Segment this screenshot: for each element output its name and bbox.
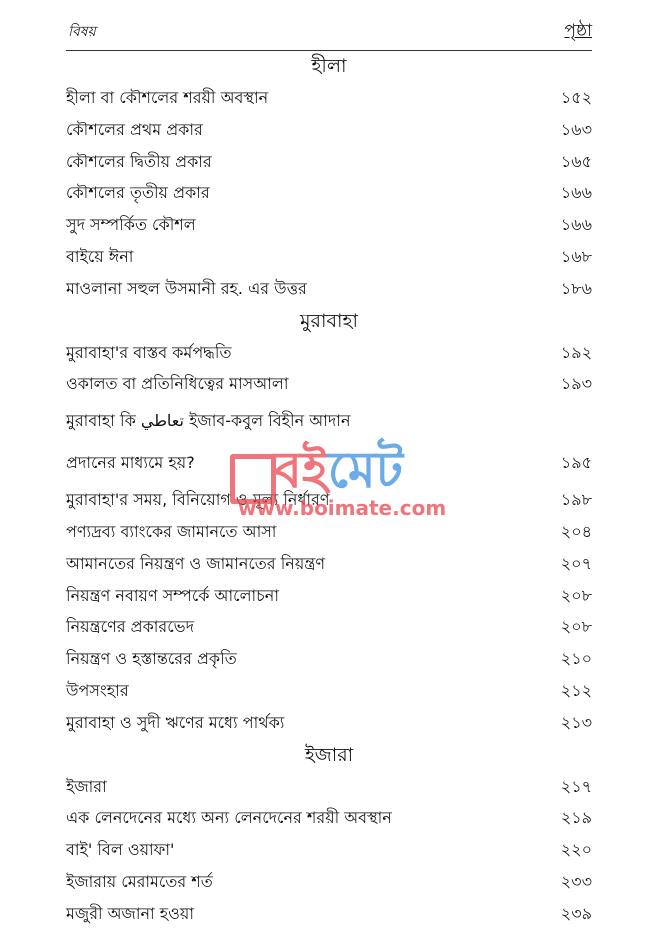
toc-entry[interactable] — [66, 368, 592, 400]
entry-title: মুরাবাহা'র সময়, বিনিয়োগ ও মূল্য নির্ধারণ — [66, 490, 330, 510]
toc-entry[interactable] — [66, 771, 592, 803]
toc-entry[interactable] — [66, 484, 592, 516]
entry-page-number: ২৩৯ — [560, 903, 592, 923]
subject-column-label: বিষয় — [68, 24, 96, 40]
watermark-part-b: মেট — [327, 441, 403, 499]
toc-entry[interactable] — [66, 802, 592, 834]
entry-page-number: ২০৪ — [560, 521, 592, 541]
entry-title: বাই' বিল ওয়াফা' — [66, 840, 175, 860]
section-heading: ইজারা — [304, 743, 354, 766]
entry-title: উপসংহার — [66, 680, 129, 700]
toc-entry[interactable] — [66, 866, 592, 898]
entry-title: আমানতের নিয়ন্ত্রণ ও জামানতের নিয়ন্ত্রণ — [66, 553, 326, 573]
entry-title: নিয়ন্ত্রণ ও হস্তান্তরের প্রকৃতি — [66, 649, 237, 669]
entry-title: সুদ সম্পর্কিত কৌশল — [66, 215, 196, 235]
toc-entry[interactable] — [66, 898, 592, 930]
entry-page-number: ১৬৬ — [560, 215, 592, 235]
toc-header — [66, 18, 592, 51]
entry-title: নিয়ন্ত্রণ নবায়ণ সম্পর্কে আলোচনা — [66, 585, 280, 605]
entry-page-number: ১৯২ — [560, 342, 592, 362]
entry-title: কৌশলের তৃতীয় প্রকার — [66, 183, 210, 203]
entry-title: কৌশলের দ্বিতীয় প্রকার — [66, 151, 212, 171]
entry-page-number: ১৯৮ — [560, 490, 592, 510]
entry-title: ওকালত বা প্রতিনিধিত্বের মাসআলা — [66, 374, 289, 394]
entry-page-number: ১৬৬ — [560, 183, 592, 203]
toc-entry[interactable] — [66, 114, 592, 146]
entry-page-number: ২০৭ — [560, 553, 592, 573]
entry-page-number: ২০৮ — [560, 585, 592, 605]
entry-page-number: ১৬৮ — [560, 246, 592, 266]
toc-entry[interactable] — [66, 442, 592, 484]
entry-title: কৌশলের প্রথম প্রকার — [66, 119, 203, 139]
entry-title: নিয়ন্ত্রণের প্রকারভেদ — [66, 617, 194, 637]
entry-title: ইজারায় মেরামতের শর্ত — [66, 871, 213, 891]
page-column-label: পৃষ্ঠা — [564, 21, 592, 41]
entry-title: মজুরী অজানা হওয়া — [66, 903, 194, 923]
entry-page-number: ১৬৫ — [560, 151, 592, 171]
toc-entry[interactable] — [66, 177, 592, 209]
toc-entry[interactable] — [66, 241, 592, 273]
entry-page-number: ১৫২ — [560, 88, 592, 107]
entry-title: প্রদানের মাধ্যমে হয়? — [66, 453, 195, 473]
toc-entry[interactable] — [66, 707, 592, 739]
toc-entry[interactable] — [66, 146, 592, 178]
entry-page-number: ১৮৬ — [560, 278, 592, 298]
entry-page-number: ২৩৩ — [560, 871, 592, 891]
entry-page-number: ১৯৩ — [560, 374, 592, 394]
toc-entry[interactable] — [66, 273, 592, 305]
entry-title: মুরাবাহা কি تعاطي ইজাব-কবুল বিহীন আদান — [66, 411, 351, 431]
section-heading: হীলা — [311, 55, 347, 77]
entry-title: মুরাবাহা ও সুদী ঋণের মধ্যে পার্থক্য — [66, 712, 285, 732]
toc-entry[interactable] — [66, 400, 592, 442]
toc-entry[interactable] — [66, 337, 592, 369]
watermark-part-a: বই — [274, 441, 328, 499]
entry-title: হীলা বা কৌশলের শরয়ী অবস্থান — [66, 88, 269, 107]
entry-page-number: ২১৭ — [560, 776, 592, 796]
toc-entry[interactable] — [66, 675, 592, 707]
entry-title: এক লেনদেনের মধ্যে অন্য লেনদেনের শরয়ী অবস্থান — [66, 808, 392, 828]
toc-entry[interactable] — [66, 516, 592, 548]
toc-entry[interactable] — [66, 643, 592, 675]
entry-page-number: ১৬৩ — [560, 119, 592, 139]
toc-entry[interactable] — [66, 82, 592, 114]
toc-entry[interactable] — [66, 834, 592, 866]
entry-page-number: ২১৩ — [560, 712, 592, 732]
entry-page-number: ১৯৫ — [560, 453, 592, 473]
toc-entry[interactable] — [66, 580, 592, 612]
toc-entry[interactable] — [66, 548, 592, 580]
entry-page-number: ২২০ — [560, 840, 592, 860]
entry-title: পণ্যদ্রব্য ব্যাংকের জামানতে আসা — [66, 521, 277, 541]
toc-entry[interactable] — [66, 611, 592, 643]
entry-title: মুরাবাহা'র বাস্তব কর্মপদ্ধতি — [66, 342, 232, 362]
watermark-url: www.boimate.com — [238, 496, 447, 520]
entry-page-number: ২১২ — [560, 680, 592, 700]
entry-page-number: ২০৮ — [560, 617, 592, 637]
toc-entry[interactable] — [66, 209, 592, 241]
entry-page-number: ২১৯ — [560, 808, 592, 828]
section-heading: মুরাবাহা — [299, 309, 359, 332]
entry-title: মাওলানা সহুল উসমানী রহ. এর উত্তর — [66, 278, 307, 298]
entry-title: ইজারা — [66, 776, 107, 796]
entry-page-number: ২১০ — [560, 649, 592, 669]
table-of-contents — [66, 50, 592, 930]
entry-title: বাইয়ে ঈনা — [66, 246, 134, 266]
